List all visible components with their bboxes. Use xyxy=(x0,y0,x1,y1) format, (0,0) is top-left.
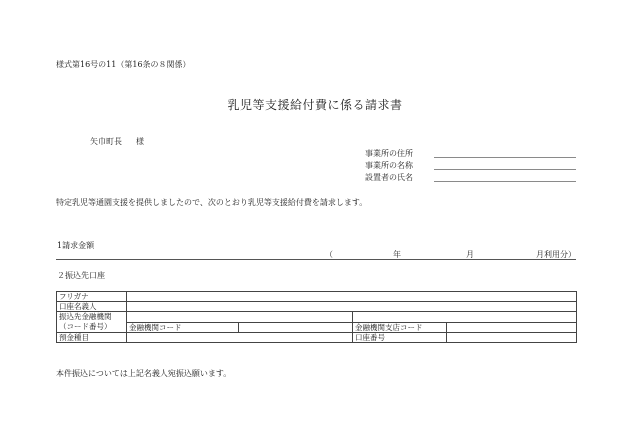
addressee xyxy=(90,136,144,147)
account-holder-label: 口座名義人 xyxy=(57,302,127,312)
addressee-name: 矢巾町長 xyxy=(90,137,122,146)
table-row xyxy=(57,292,577,302)
founder-name-line[interactable] xyxy=(434,181,576,182)
request-statement: 特定乳児等通園支援を提供しましたので、次のとおり乳児等支援給付費を請求します。 xyxy=(56,198,368,207)
branch-name-field[interactable] xyxy=(353,312,577,323)
furigana-field[interactable] xyxy=(127,292,577,302)
bank-code-label: 金融機関コード xyxy=(127,322,239,333)
period-open-paren: （ xyxy=(325,250,333,259)
bank-code-field[interactable] xyxy=(239,322,353,333)
request-amount-line[interactable] xyxy=(56,259,576,260)
table-row xyxy=(57,322,577,333)
business-address-label: 事業所の住所 xyxy=(365,149,413,158)
deposit-type-label: 預金種目 xyxy=(57,333,127,343)
section-request-amount-heading: 1請求金額 xyxy=(57,241,95,250)
founder-name-label: 設置者の氏名 xyxy=(365,173,413,182)
business-name-label: 事業所の名称 xyxy=(365,161,413,170)
form-number: 様式第16号の11（第16条の８関係） xyxy=(56,60,191,69)
transfer-note: 本件振込については上記名義人宛振込願います。 xyxy=(56,369,232,378)
table-row xyxy=(57,302,577,312)
section-bank-account-heading: ２振込先口座 xyxy=(57,271,105,280)
furigana-label: フリガナ xyxy=(57,292,127,302)
branch-code-field[interactable] xyxy=(447,322,577,333)
table-row xyxy=(57,312,577,323)
deposit-type-field[interactable] xyxy=(127,333,353,343)
period-year-label: 年 xyxy=(393,250,401,259)
bank-account-table xyxy=(56,291,577,343)
period-usage-label: 月利用分） xyxy=(536,250,576,259)
bank-label-line2: （コード番号） xyxy=(59,322,112,331)
branch-code-label: 金融機関支店コード xyxy=(353,322,447,333)
account-number-field[interactable] xyxy=(447,333,577,343)
account-holder-field[interactable] xyxy=(127,302,577,312)
period-month-label: 月 xyxy=(466,250,474,259)
bank-name-field[interactable] xyxy=(127,312,353,323)
business-address-line[interactable] xyxy=(434,157,576,158)
page-title: 乳児等支援給付費に係る請求書 xyxy=(227,98,403,112)
bank-label xyxy=(57,312,127,333)
account-number-label: 口座番号 xyxy=(353,333,447,343)
business-name-line[interactable] xyxy=(434,169,576,170)
bank-label-line1: 振込先金融機関 xyxy=(59,312,112,321)
table-row xyxy=(57,333,577,343)
addressee-honorific: 様 xyxy=(136,137,144,146)
